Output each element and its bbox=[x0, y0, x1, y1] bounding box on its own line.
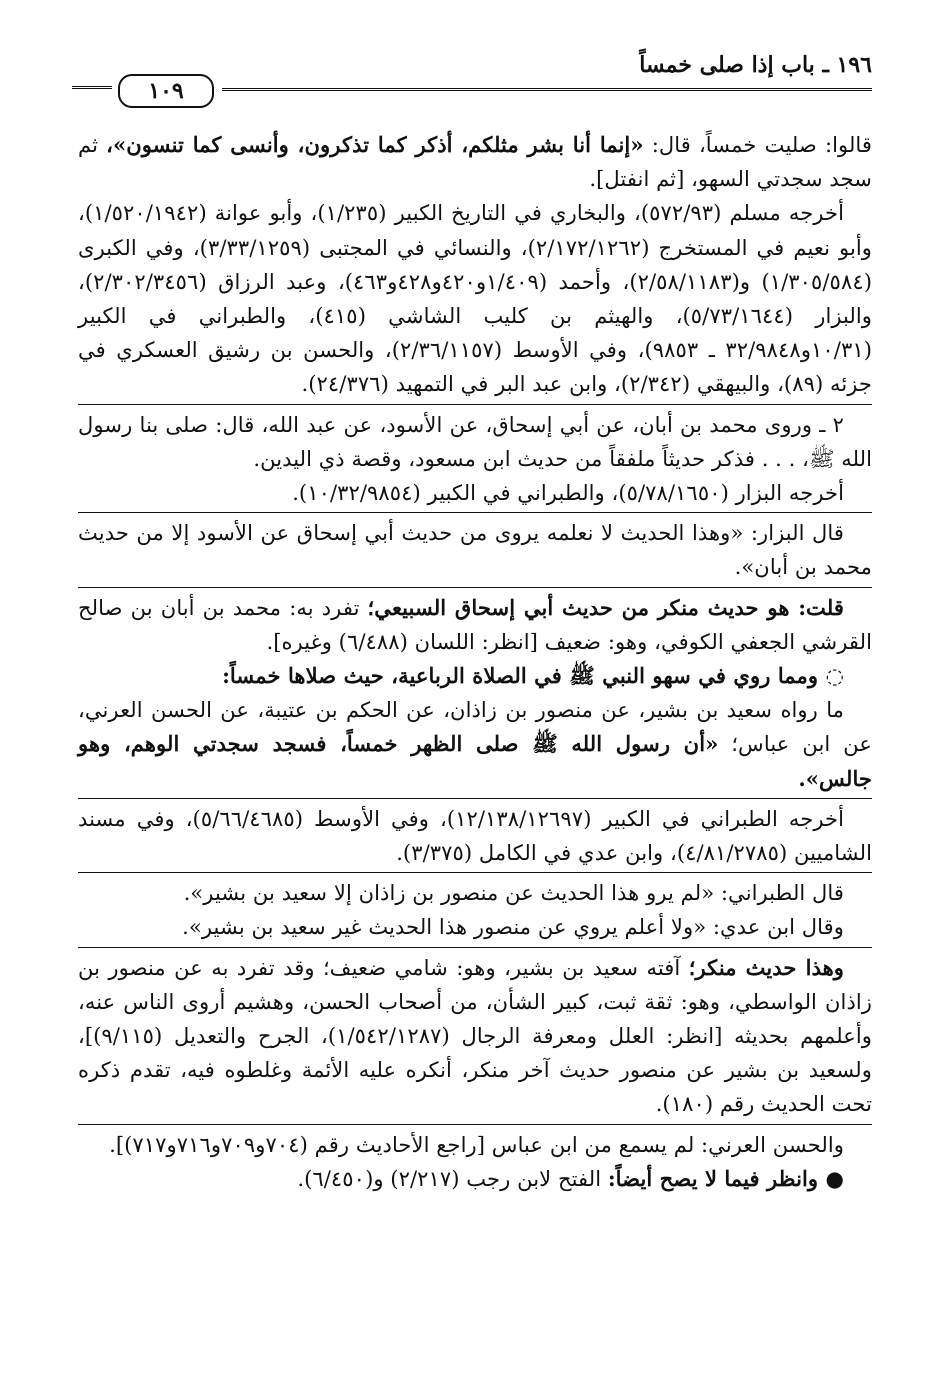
section-heading: ومما روي في سهو النبي ﷺ في الصلاة الرباعية، حيث صلاها خمساً: bbox=[222, 663, 826, 689]
paragraph-section-heading bbox=[78, 659, 872, 693]
section-divider bbox=[78, 947, 872, 948]
paragraph-takhrij-3: أخرجه الطبراني في الكبير (١٢/١٣٨/١٢٦٩٧)، وفي الأوسط (٥/٦٦/٤٦٨٥)، وفي مسند الشاميين (٤/٨١/٢٧٨٥)، وابن عدي في الكامل (٣/٣٧٥). bbox=[78, 805, 872, 866]
hadith-quote: «إنما أنا بشر مثلكم، أذكر كما تذكرون، وأنسى كما تنسون»، bbox=[106, 132, 644, 157]
section-divider bbox=[78, 587, 872, 588]
text-segment: آفته سعيد بن بشير، وهو: شامي ضعيف؛ وقد تفرد به عن منصور بن زاذان الواسطي، وهو: ثقة ثبت، كبير الشأن، من أصحاب الحسن، وهشيم أروى الناس عنه، وأعلمهم بحديثه [انظر: العلل ومعرفة الرجال (١/٥٤٢/١٢٨٧)، الجرح والتعديل (٩/١١٥)]، ولسعيد بن بشير عن منصور حديث آخر منكر، أنكره عليه الأئمة وغلطوه فيه، تقدم ذكره تحت الحديث رقم (١٨٠). bbox=[78, 954, 872, 1117]
paragraph-narration-2: ٢ ـ وروى محمد بن أبان، عن أبي إسحاق، عن الأسود، عن عبد الله، قال: صلى بنا رسول الله ﷺ، . . . فذكر حديثاً ملفقاً من حديث ابن مسعود، وقصة ذي اليدين. bbox=[78, 411, 872, 471]
page-content bbox=[78, 128, 872, 1196]
paragraph-verdict-1 bbox=[78, 591, 872, 659]
paragraph-takhrij-2: أخرجه البزار (٥/٧٨/١٦٥٠)، والطبراني في الكبير (١٠/٣٢/٩٨٥٤). bbox=[292, 480, 844, 506]
paragraph-hasan-urani: والحسن العرني: لم يسمع من ابن عباس [راجع الأحاديث رقم (٧٠٤و٧٠٩و٧١٦و٧١٧)]. bbox=[109, 1131, 844, 1157]
section-divider bbox=[78, 1124, 872, 1125]
page-number: ١٠٩ bbox=[118, 74, 214, 108]
paragraph-takhrij-1: أخرجه مسلم (٥٧٢/٩٣)، والبخاري في التاريخ الكبير (١/٢٣٥)، وأبو عوانة (١/٥٢٠/١٩٤٢)، وأبو نعيم في المستخرج (٢/١٧٢/١٢٦٢)، والنسائي في المجتبى (٣/٣٣/١٢٥٩)، وفي الكبرى (١/٣٠٥/٥٨٤) و(٢/٥٨/١١٨٣)، وأحمد (١/٤٠٩و٤٢٠و٤٢٨و٤٦٣)، وعبد الرزاق (٢/٣٠٢/٣٤٥٦)، والبزار (٥/٧٣/١٦٤٤)، والهيثم بن كليب الشاشي (٤١٥)، والطبراني في الكبير (١٠/٣١و٣٢/٩٨٤٨ ـ ٩٨٥٣)، وفي الأوسط (٢/٣٦/١١٥٧)، والحسن بن رشيق العسكري في جزئه (٨٩)، والبيهقي (٢/٣٤٢)، وابن عبد البر في التمهيد (٢٤/٣٧٦). bbox=[78, 200, 872, 397]
header-left-rule bbox=[72, 86, 112, 89]
section-divider bbox=[78, 512, 872, 513]
page-header bbox=[72, 52, 872, 110]
text-segment: ما رواه سعيد بن بشير، عن منصور بن زاذان، عن الحكم بن عتيبة، عن الحسن العرني، عن ابن عباس؛ bbox=[78, 697, 872, 757]
paragraph-see-also bbox=[78, 1162, 872, 1196]
see-also-label: وانظر فيما لا يصح أيضاً: bbox=[607, 1165, 826, 1191]
header-rule bbox=[222, 88, 872, 91]
section-marker-icon: ◌ bbox=[825, 663, 844, 689]
hadith-quote: «أن رسول الله ﷺ صلى الظهر خمساً، فسجد سجدتي الوهم، وهو جالس». bbox=[78, 731, 872, 791]
verdict-bold: قلت: هو حديث منكر من حديث أبي إسحاق السبيعي؛ bbox=[367, 594, 844, 620]
paragraph-hadith-text bbox=[78, 128, 872, 196]
section-divider bbox=[78, 798, 872, 799]
verdict-bold: وهذا حديث منكر؛ bbox=[688, 954, 844, 980]
text-segment: تفرد به: محمد بن أبان بن صالح القرشي الجعفي الكوفي، وهو: ضعيف [انظر: اللسان (٦/٤٨٨) وغيره]. bbox=[78, 594, 872, 654]
section-divider bbox=[78, 872, 872, 873]
chapter-title: ١٩٦ ـ باب إذا صلى خمساً bbox=[639, 52, 872, 78]
paragraph-bazzar-quote: قال البزار: «وهذا الحديث لا نعلمه يروى من حديث أبي إسحاق عن الأسود إلا من حديث محمد بن أبان». bbox=[78, 520, 872, 580]
paragraph-tabarani-quote: قال الطبراني: «لم يرو هذا الحديث عن منصور بن زاذان إلا سعيد بن بشير». bbox=[183, 880, 844, 906]
bullet-icon: ● bbox=[825, 1165, 844, 1191]
paragraph-verdict-2 bbox=[78, 951, 872, 1122]
paragraph-narration-3 bbox=[78, 693, 872, 796]
paragraph-ibn-adi-quote: وقال ابن عدي: «ولا أعلم يروي عن منصور هذا الحديث غير سعيد بن بشير». bbox=[182, 914, 844, 940]
text-segment: قالوا: صليت خمساً، قال: bbox=[643, 132, 873, 157]
section-divider bbox=[78, 404, 872, 405]
text-segment: الفتح لابن رجب (٢/٢١٧) و(٦/٤٥٠). bbox=[297, 1165, 608, 1191]
text-segment: ثم سجد سجدتي السهو، [ثم انفتل]. bbox=[78, 132, 872, 192]
